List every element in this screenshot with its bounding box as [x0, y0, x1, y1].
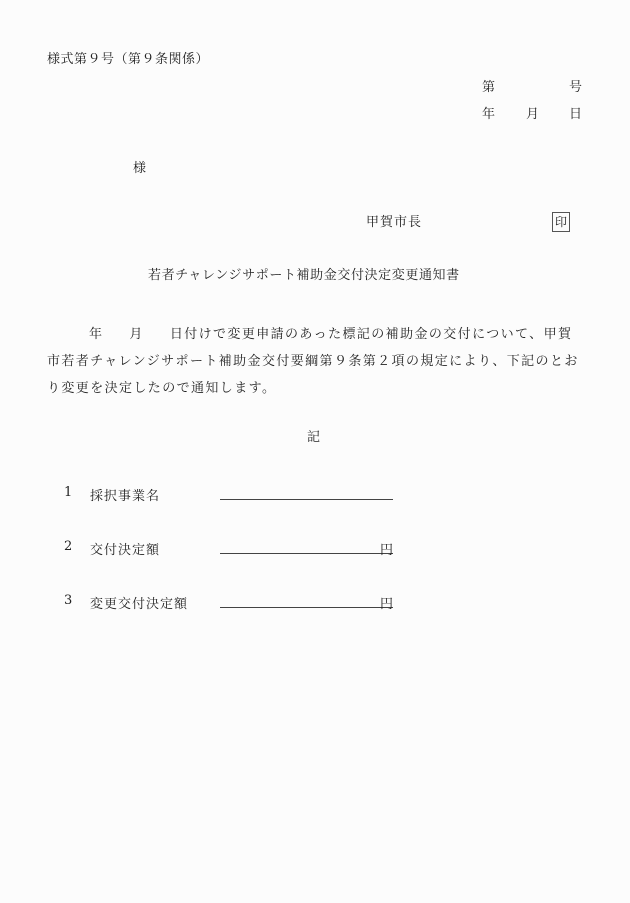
- changed-grant-amount-field[interactable]: [220, 592, 393, 612]
- document-title: 若者チャレンジサポート補助金交付決定変更通知書: [148, 268, 460, 283]
- item-label: 変更交付決定額: [90, 597, 189, 612]
- form-label: 様式第９号（第９条関係）: [47, 52, 210, 67]
- item-label: 交付決定額: [90, 543, 161, 558]
- item-row: [64, 539, 404, 559]
- body-line-3: り変更を決定したので通知します。: [47, 381, 277, 396]
- body-line-1: [47, 321, 583, 348]
- item-number: 1: [64, 485, 73, 500]
- body-year: 年: [89, 327, 104, 342]
- ki-heading: 記: [307, 430, 321, 445]
- body-paragraph: [47, 321, 583, 402]
- body-line-2: 市若者チャレンジサポート補助金交付要綱第９条第２項の規定により、下記のとお: [47, 354, 579, 369]
- date-day-label: 日: [569, 107, 583, 122]
- date-year-label: 年: [482, 107, 496, 122]
- item-unit: 円: [379, 543, 393, 558]
- issuer-name: 甲賀市長: [366, 215, 423, 230]
- document-number-prefix: 第: [482, 80, 496, 95]
- seal-label: 印: [554, 215, 567, 229]
- project-name-field[interactable]: [220, 484, 393, 500]
- item-row: [64, 485, 404, 505]
- item-number: 2: [64, 539, 73, 554]
- seal-icon: [552, 212, 570, 232]
- item-row: [64, 593, 404, 613]
- item-label: 採択事業名: [90, 489, 161, 504]
- item-unit: 円: [379, 597, 393, 612]
- addressee-suffix: 様: [133, 161, 147, 176]
- date-month-label: 月: [526, 107, 540, 122]
- grant-amount-field[interactable]: [220, 538, 393, 558]
- item-number: 3: [64, 593, 73, 608]
- body-line-1-text: 日付けで変更申請のあった標記の補助金の交付について、甲賀: [169, 327, 573, 342]
- body-month: 月: [129, 327, 144, 342]
- document-number-suffix: 号: [569, 80, 583, 95]
